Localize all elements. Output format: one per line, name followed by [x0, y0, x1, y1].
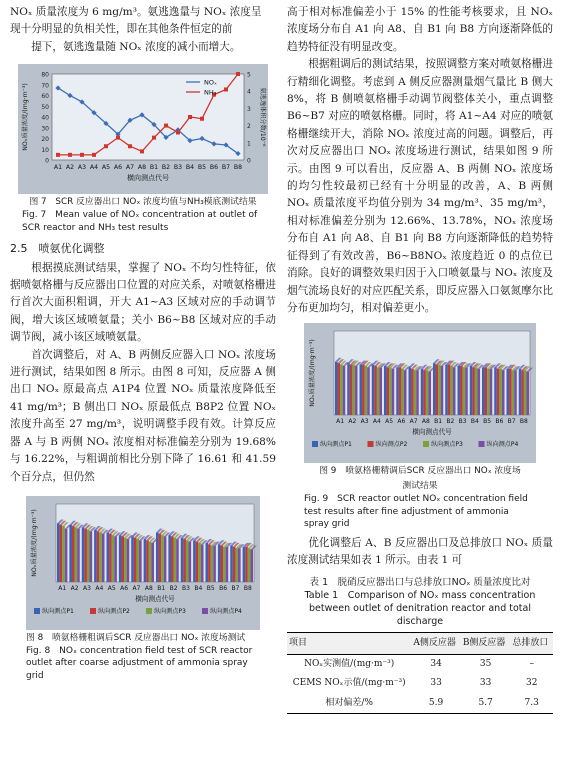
fig9-bar	[340, 365, 343, 415]
fig9-bar	[482, 368, 485, 416]
fig8-bar	[250, 549, 253, 582]
fig8-bar	[193, 540, 196, 582]
fig9-xtick-label: B4	[470, 418, 479, 426]
fig9-legend-label: 纵向测点P2	[375, 441, 408, 449]
fig9-xtick-label: A3	[360, 418, 369, 426]
fig7-point-nh3	[200, 117, 204, 121]
table-cell: 5.7	[461, 694, 511, 714]
fig8-bar	[82, 527, 85, 582]
fig8-bar	[97, 531, 100, 582]
fig9-bar	[524, 371, 527, 416]
fig8-bar	[60, 525, 63, 582]
fig9-caption-en: Fig. 9 SCR reactor outlet NOₓ concentration field test results after fine adjustment of ammonia spray grid	[304, 494, 528, 530]
fig9-bar	[367, 368, 370, 416]
fig8-bar	[206, 543, 209, 582]
fig9-bar	[470, 366, 473, 415]
fig9-bar	[448, 365, 451, 415]
fig8-bar	[124, 538, 127, 582]
figure-8	[26, 496, 260, 683]
fig9-bar	[377, 368, 380, 416]
table-row	[287, 674, 553, 693]
fig9-xtick-label: B1	[434, 418, 443, 426]
fig8-bar	[196, 542, 199, 582]
fig7-ytick-right-label: 4	[247, 88, 251, 96]
fig8-bar	[201, 544, 204, 582]
left-paragraph-0-line-0: NOₓ 质量浓度为 6 mg/m³。氨逃逸量与 NOₓ 浓度呈	[10, 6, 262, 18]
fig8-xtick-label: A7	[132, 584, 141, 592]
fig9-legend-swatch	[423, 441, 429, 447]
fig7-ytick-left-label: 20	[41, 136, 49, 144]
fig9-bar	[350, 365, 353, 415]
fig8-bar	[186, 540, 189, 582]
fig8-bar	[107, 533, 110, 582]
fig9-xtick-label: B8	[519, 418, 528, 426]
fig8-bar	[65, 529, 68, 582]
fig7-chart	[18, 64, 268, 194]
fig8-bar	[235, 548, 238, 582]
fig9-bar	[352, 365, 355, 415]
fig7-legend-label: NH₃	[204, 88, 217, 97]
fig8-bar	[99, 533, 102, 582]
fig9-bar	[379, 368, 382, 416]
fig9-caption-cn-2: 测试结果	[402, 481, 438, 492]
fig8-bar	[57, 523, 60, 582]
fig9-bar	[472, 368, 475, 416]
fig9-legend-swatch	[312, 441, 318, 447]
fig9-xtick-label: B5	[483, 418, 492, 426]
fig9-bar	[526, 372, 529, 415]
fig7-point-nh3	[68, 153, 72, 157]
fig7-ytick-right-label: 3	[247, 106, 251, 114]
fig8-legend-swatch	[34, 608, 40, 614]
table1-header: 总排放口	[510, 632, 553, 654]
fig9-bar	[362, 365, 365, 415]
fig9-bar	[389, 368, 392, 416]
fig9-bar	[458, 366, 461, 415]
table-cell: 32	[525, 678, 538, 689]
fig8-bar	[243, 547, 246, 582]
fig8-bar	[230, 546, 233, 582]
fig7-ytick-left-label: 0	[45, 157, 49, 165]
fig9-bar	[494, 368, 497, 416]
fig8-bar	[121, 536, 124, 582]
fig9-caption-cn-1: 图 9 喷氨格栅精调后SCR 反应器出口 NOₓ 浓度场	[319, 466, 521, 477]
fig9-bar	[365, 366, 368, 415]
fig8-bar	[208, 544, 211, 582]
fig7-point-nh3	[164, 124, 168, 128]
fig7-point-nh3	[236, 72, 240, 76]
fig9-bar	[514, 371, 517, 416]
fig7-ylabel-right: 氨逃逸体积分数/10⁻⁶	[259, 87, 266, 147]
fig7-xtick-label: B2	[161, 164, 171, 172]
fig7-ytick-left-label: 60	[41, 93, 49, 101]
fig7-plot-area	[52, 74, 244, 160]
table-cell: 相对偏差/%	[287, 694, 411, 714]
fig9-legend-label: 纵向测点P4	[486, 441, 519, 449]
fig9-bar	[374, 366, 377, 415]
fig9-bar	[392, 369, 395, 415]
fig9-bar	[343, 366, 346, 415]
fig8-xtick-label: B3	[181, 584, 190, 592]
fig9-bar	[490, 369, 493, 415]
fig9-chart	[304, 323, 536, 463]
fig9-bar	[463, 368, 466, 416]
fig7-point-nh3	[176, 131, 180, 135]
fig8-xtick-label: A3	[82, 584, 91, 592]
fig7-xtick-label: B5	[197, 164, 207, 172]
fig9-bar	[338, 364, 341, 416]
fig8-xtick-label: A1	[58, 584, 67, 592]
fig7-point-nh3	[224, 88, 228, 92]
fig8-legend-label: 纵向测点P3	[154, 607, 186, 615]
fig8-bar	[198, 543, 201, 582]
fig9-bar	[519, 369, 522, 415]
fig7-point-nh3	[152, 136, 156, 140]
fig9-xtick-label: B2	[446, 418, 455, 426]
fig8-bar	[146, 540, 149, 582]
left-column	[10, 4, 276, 682]
fig8-bar	[72, 526, 75, 582]
fig7-ytick-left-label: 50	[41, 103, 49, 111]
fig8-legend-label: 纵向测点P2	[98, 607, 130, 615]
fig9-bar	[423, 371, 426, 416]
fig8-caption-cn: 图 8 喷氨格栅粗调后SCR 反应器出口 NOₓ 浓度场测试	[26, 632, 246, 643]
fig8-bar	[233, 547, 236, 582]
fig9-bar	[421, 369, 424, 415]
fig9-bar	[460, 366, 463, 415]
fig7-caption-cn: 图 7 SCR 反应器出口 NOₓ 浓度均值与NH₃模底测试结果	[29, 197, 257, 208]
table1-caption-en: Table 1 Comparison of NOₓ mass concentration between outlet of denitration reactor and total discharge	[304, 589, 536, 627]
left-paragraph-2: 首次调整后，对 A、B 两侧反应器入口 NOₓ 浓度场进行测试，结果如图 8 所示。由图 8 可知，反应器 A 侧出口 NOₓ 原最高点 A1P4 位置 NOₓ 质量浓度降低至 41 mg/m³；B 侧出口 NOₓ 原最低点 B8P2 位置 NOₓ 浓度升高至 27 mg/m³，说明调整手段有效。计算反应器 A 与 B 两侧 NOₓ 浓度相对标准偏差分别为 19.68% 与 16.22%，与粗调前相比分别下降了 16.61 和 41.59 个百分点，但仍然	[10, 348, 276, 483]
fig9-bar	[512, 371, 515, 416]
fig7-ytick-right-label: 1	[247, 140, 251, 148]
fig9-bar	[485, 368, 488, 416]
fig8-bar	[168, 535, 171, 582]
fig9-bar	[507, 369, 510, 415]
fig9-bar	[436, 365, 439, 415]
fig9-bar	[401, 369, 404, 415]
fig8-xtick-label: B1	[157, 584, 166, 592]
fig9-bar	[453, 368, 456, 416]
fig7-xtick-label: B1	[149, 164, 159, 172]
fig9-bar	[497, 369, 500, 415]
table1-header: 项目	[287, 632, 411, 654]
fig7-xtick-label: B7	[221, 164, 231, 172]
fig9-bar	[396, 368, 399, 416]
fig8-xtick-label: B5	[206, 584, 215, 592]
fig7-xtick-label: A3	[77, 164, 87, 172]
fig8-bar	[238, 548, 241, 582]
table-cell: 33	[430, 678, 442, 689]
fig9-ylabel: NOₓ质量浓度/(mg·m⁻³)	[309, 339, 316, 408]
fig8-bar	[136, 539, 139, 582]
fig9-xtick-label: A7	[409, 418, 418, 426]
fig7-point-nh3	[128, 144, 132, 148]
section-title: 2.5 喷氨优化调整	[10, 242, 105, 256]
fig9-xtick-label: A5	[385, 418, 394, 426]
table1-header: B侧反应器	[461, 632, 511, 654]
fig8-bar	[114, 536, 117, 582]
fig7-xtick-label: A1	[53, 164, 63, 172]
fig8-bar	[75, 527, 78, 582]
fig8-xtick-label: A4	[95, 584, 104, 592]
table1-caption-cn: 表 1 脱硝反应器出口与总排放口NOₓ 质量浓度比对	[309, 576, 531, 588]
fig8-bar	[176, 539, 179, 582]
fig9-bar	[433, 364, 436, 416]
fig8-xtick-label: B2	[169, 584, 178, 592]
fig8-legend-label: 纵向测点P4	[210, 607, 242, 615]
fig7-xtick-label: A6	[113, 164, 123, 172]
right-paragraph-0: 高于相对标准偏差小于 15% 的性能考核要求，且 NOₓ 浓度场分布自 A1 向 A8、自 B1 向 B8 方向逐渐降低的趋势特征没有明显改变。	[287, 6, 553, 53]
fig8-bar	[62, 526, 65, 582]
fig9-bar	[487, 369, 490, 415]
fig8-bar	[119, 535, 122, 582]
left-paragraph-0-line-1: 现十分明显的负相关性，即在其他条件恒定的前	[10, 23, 233, 36]
fig7-xlabel: 横向测点代号	[127, 174, 169, 183]
table-cell: 5.9	[411, 694, 460, 714]
right-paragraph-2: 优化调整后 A、B 反应器出口及总排放口 NOₓ 质量浓度测试结果如表 1 所示。由表 1 可	[287, 536, 553, 567]
fig7-ytick-left-label: 10	[41, 146, 49, 154]
table-cell: 35	[479, 659, 492, 670]
fig7-xtick-label: B4	[185, 164, 195, 172]
fig8-bar	[109, 534, 112, 582]
fig9-bar	[502, 371, 505, 416]
fig7-xtick-label: A2	[65, 164, 75, 172]
fig9-bar	[399, 368, 402, 416]
fig9-xlabel: 横向测点代号	[412, 428, 452, 437]
fig7-point-nh3	[188, 115, 192, 119]
fig9-xtick-label: A4	[372, 418, 381, 426]
fig8-xtick-label: A8	[144, 584, 153, 592]
fig9-bar	[441, 366, 444, 415]
fig7-ytick-left-label: 70	[41, 82, 49, 90]
fig8-bar	[144, 539, 147, 582]
table-1	[287, 576, 553, 715]
fig8-bar	[218, 544, 221, 582]
fig9-bar	[450, 366, 453, 415]
fig8-bar	[159, 534, 162, 582]
fig7-ytick-right-label: 2	[247, 123, 251, 131]
fig8-bar	[248, 548, 251, 582]
fig8-bar	[245, 547, 248, 582]
fig9-xtick-label: B7	[507, 418, 516, 426]
fig8-bar	[164, 536, 167, 582]
fig9-bar	[411, 369, 414, 415]
fig8-bar	[211, 546, 214, 582]
fig9-bar	[475, 368, 478, 416]
fig8-xtick-label: B7	[231, 584, 240, 592]
fig8-xlabel: 横向测点代号	[135, 594, 175, 603]
fig8-bar	[139, 540, 142, 582]
fig7-ytick-left-label: 30	[41, 125, 49, 133]
fig8-bar	[220, 546, 223, 582]
fig9-bar	[335, 362, 338, 415]
fig8-bar	[69, 525, 72, 582]
fig7-ytick-left-label: 40	[41, 114, 49, 122]
fig8-bar	[112, 535, 115, 582]
fig7-point-nh3	[92, 153, 96, 157]
fig7-point-nh3	[116, 136, 120, 140]
right-column	[287, 4, 553, 714]
fig9-bar	[426, 371, 429, 416]
table-cell: 33	[479, 678, 492, 689]
fig9-xtick-label: A2	[348, 418, 357, 426]
fig7-xtick-label: A4	[89, 164, 99, 172]
fig7-point-nh3	[104, 144, 108, 148]
fig9-bar	[416, 371, 419, 416]
fig8-bar	[131, 536, 134, 582]
fig9-xtick-label: A8	[421, 418, 430, 426]
fig7-xtick-label: A8	[137, 164, 147, 172]
fig9-bar	[409, 368, 412, 416]
fig8-xtick-label: A2	[70, 584, 79, 592]
fig7-ytick-right-label: 0	[247, 157, 251, 165]
fig8-xtick-label: A6	[120, 584, 129, 592]
fig8-bar	[171, 536, 174, 582]
fig7-xtick-label: B3	[173, 164, 183, 172]
fig9-bar	[428, 372, 431, 415]
fig8-bar	[183, 539, 186, 582]
fig8-xtick-label: B6	[219, 584, 228, 592]
fig8-bar	[174, 538, 177, 582]
fig7-ylabel-left: NOₓ质量浓度/(mg·m⁻³)	[22, 83, 29, 152]
fig9-xtick-label: B3	[458, 418, 467, 426]
fig8-bar	[181, 538, 184, 582]
table-cell: 7.3	[510, 694, 553, 714]
fig7-caption-en: Fig. 7 Mean value of NOₓ concentration at outlet of SCR reactor and NH₃ test results	[22, 210, 258, 233]
fig7-point-nh3	[56, 153, 60, 157]
fig8-xtick-label: B4	[194, 584, 203, 592]
fig9-bar	[360, 365, 363, 415]
fig8-ylabel: NOₓ质量浓度/(mg·m⁻³)	[31, 509, 38, 577]
figure-9	[304, 323, 536, 531]
fig7-ytick-right-label: 5	[247, 71, 251, 79]
fig8-legend-swatch	[90, 608, 96, 614]
table-cell: NOₓ实测值/(mg·m⁻³)	[304, 659, 395, 670]
fig9-bar	[404, 371, 407, 416]
fig9-bar	[414, 371, 417, 416]
table1-grid	[287, 632, 553, 715]
fig9-bar	[355, 366, 358, 415]
table-row	[287, 655, 553, 675]
right-paragraph-1: 根据粗调后的测试结果，按照调整方案对喷氨格栅进行精细化调整。考虑到 A 侧反应器测量烟气量比 B 侧大 8%，将 B 侧喷氨格栅手动调节阀整体关小，重点调整 B6~B7 对应的喷氨格栅。同时，将 A1~A4 对应的喷氨格栅继续开大，消除 NOₓ 浓度过高的问题。调整后，再次对反应器出口 NOₓ 浓度场进行测试，结果如图 9 所示。由图 9 可以看出，反应器 A、B 两侧 NOₓ 浓度场的均匀性较最初已经有十分明显的改善，A、B 两侧 NOₓ 质量浓度平均值分别为 34 mg/m³、35 mg/m³，相对标准偏差分别为 12.66%、13.78%，NOₓ 浓度场分布自 A1 向 A8、自 B1 向 B8 方向逐渐降低的趋势特征得到了有效改善，B6~B8NOₓ 浓度趋近 0 的点位已消除。良好的调整效果归因于入口喷氨量与 NOₓ 浓度及烟气流场良好的对应匹配关系，即反应器入口氨氮摩尔比分布更加均匀，相对偏差更小。	[287, 58, 553, 314]
fig8-bar	[87, 530, 90, 582]
fig9-xtick-label: A1	[336, 418, 345, 426]
fig8-legend-label: 纵向测点P1	[42, 607, 74, 615]
left-paragraph-1: 根据摸底测试结果，掌握了 NOₓ 不均匀性特征，依据喷氨格栅与反应器出口位置的对应关系，对喷氨格栅进行首次大面积粗调，开大 A1~A3 区域对应的手动调节阀，增大该区域喷氨量；关小 B6~B8 区域对应的手动调节阀，减小该区域喷氨量。	[10, 261, 276, 344]
fig8-bar	[226, 547, 229, 582]
table-cell: CEMS NOₓ示值/(mg·m⁻³)	[292, 678, 406, 689]
fig8-xtick-label: B8	[243, 584, 252, 592]
fig9-legend-label: 纵向测点P3	[431, 441, 463, 449]
fig9-bar	[445, 365, 448, 415]
fig8-bar	[94, 530, 97, 582]
fig9-xtick-label: A6	[397, 418, 406, 426]
fig8-bar	[161, 535, 164, 582]
fig9-bar	[465, 368, 468, 416]
fig7-xtick-label: B8	[233, 164, 243, 172]
table1-header: A侧反应器	[411, 632, 460, 654]
fig7-xtick-label: A5	[101, 164, 111, 172]
fig7-xtick-label: B6	[209, 164, 219, 172]
fig8-bar	[149, 542, 152, 582]
fig9-legend-swatch	[368, 441, 374, 447]
fig7-point-nh3	[140, 150, 144, 154]
fig9-bar	[509, 369, 512, 415]
fig9-bar	[521, 371, 524, 416]
fig9-bar	[347, 364, 350, 416]
fig8-legend-swatch	[202, 608, 208, 614]
fig8-bar	[189, 542, 192, 582]
figure-7	[18, 64, 268, 234]
fig8-bar	[77, 529, 80, 582]
fig7-point-nh3	[80, 153, 84, 157]
fig9-xtick-label: B6	[495, 418, 504, 426]
fig8-caption-en: Fig. 8 NOₓ concentration field test of SCR reactor outlet after coarse adjustment of ammonia spray grid	[26, 645, 253, 681]
fig7-xtick-label: A7	[125, 164, 135, 172]
fig8-bar	[213, 546, 216, 582]
fig8-xtick-label: A5	[107, 584, 116, 592]
fig8-bar	[223, 547, 226, 582]
fig8-bar	[151, 543, 154, 582]
fig8-bar	[102, 534, 105, 582]
fig8-bar	[84, 529, 87, 582]
fig9-bar	[384, 366, 387, 415]
fig9-bar	[499, 369, 502, 415]
fig8-chart	[26, 496, 260, 630]
fig9-legend-label: 纵向测点P1	[320, 441, 352, 449]
fig7-legend-label: NOₓ	[204, 78, 217, 87]
fig9-legend-swatch	[479, 441, 485, 447]
fig8-bar	[127, 539, 130, 582]
fig9-bar	[438, 365, 441, 415]
fig8-bar	[134, 538, 137, 582]
table-cell: 34	[430, 659, 442, 670]
fig8-legend-swatch	[146, 608, 152, 614]
fig7-ytick-left-label: 80	[41, 71, 49, 79]
fig9-bar	[387, 368, 390, 416]
table-row	[287, 694, 553, 714]
fig9-bar	[372, 365, 375, 415]
fig9-bar	[477, 369, 480, 415]
table-cell: –	[529, 659, 534, 670]
left-paragraph-0-line-2: 提下，氨逃逸量随 NOₓ 浓度的减小而增大。	[31, 40, 241, 53]
fig8-bar	[90, 531, 93, 582]
